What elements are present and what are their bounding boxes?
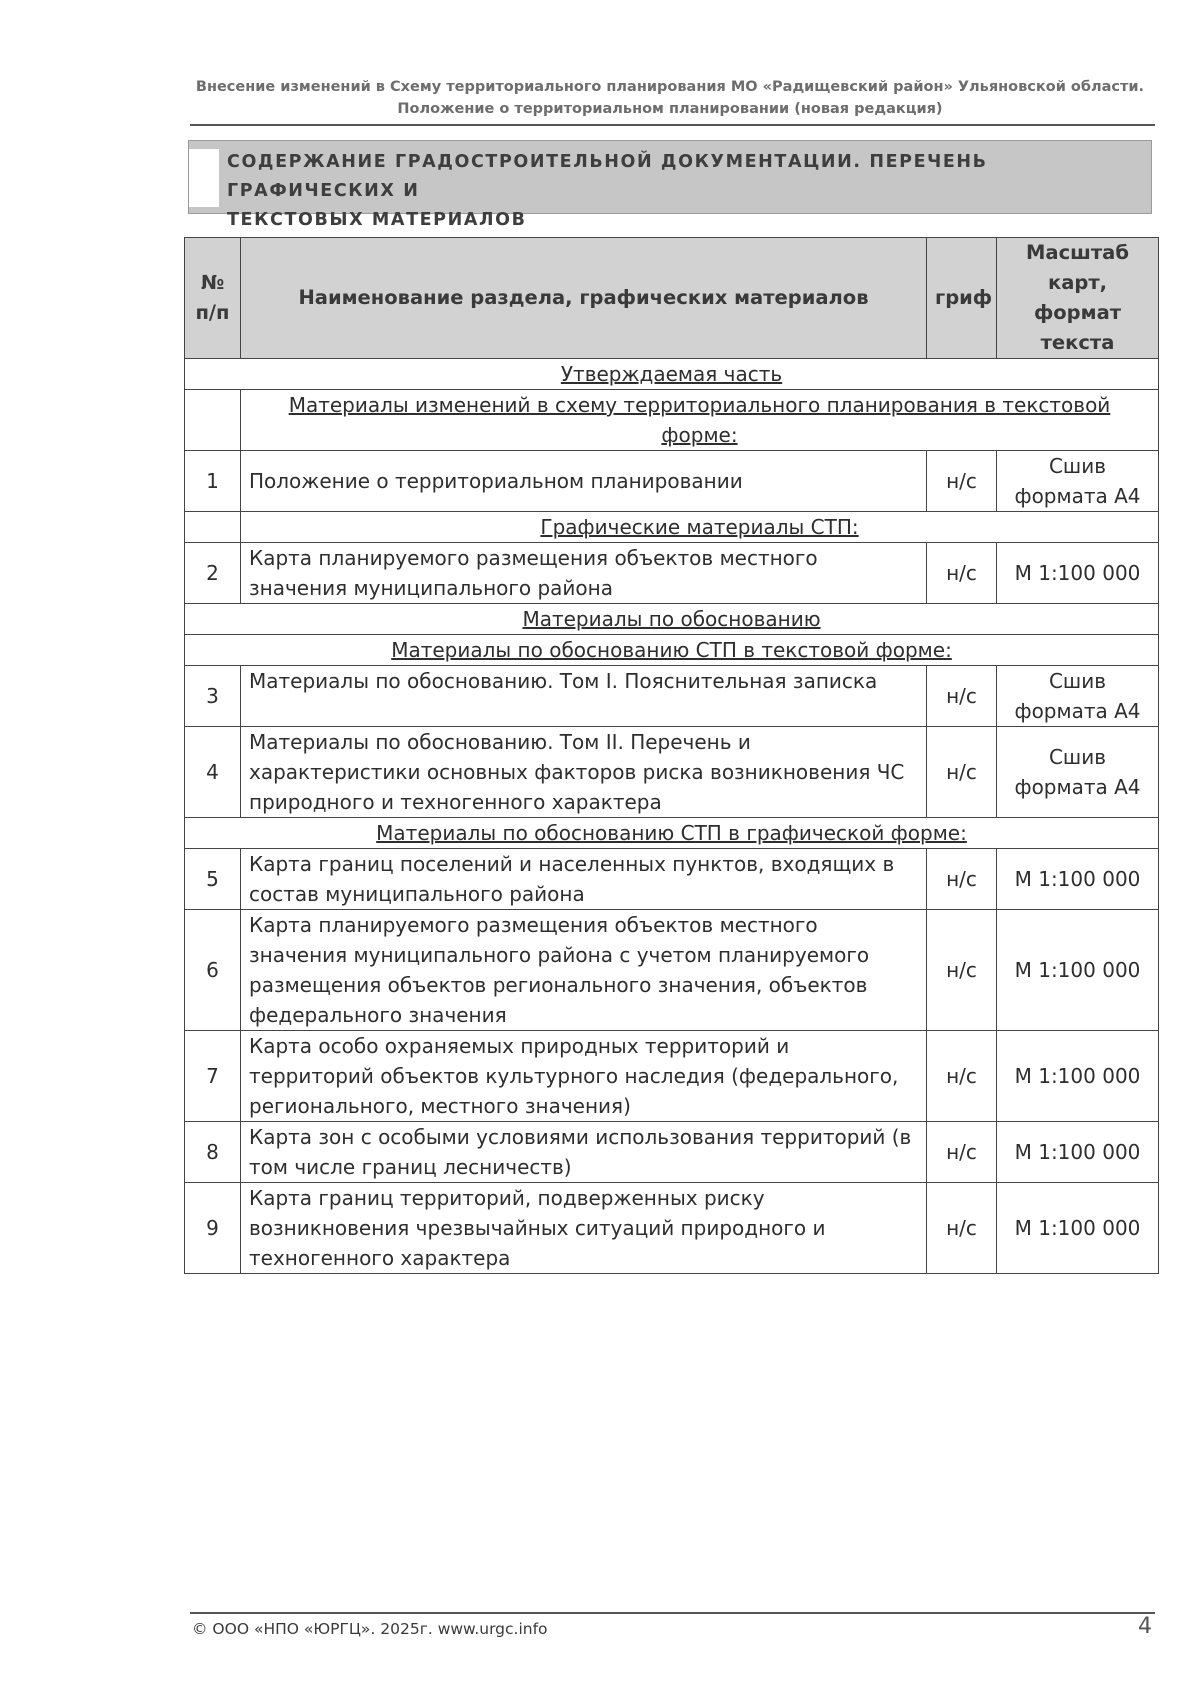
table-row bbox=[185, 849, 1159, 910]
subsection-justification-text: Материалы по обоснованию СТП в текстовой форме: bbox=[185, 635, 1159, 666]
row-num: 8 bbox=[185, 1122, 241, 1183]
subsection-row bbox=[185, 635, 1159, 666]
footer-rule bbox=[190, 1612, 1155, 1614]
row-stamp: н/с bbox=[927, 1031, 997, 1122]
table-row bbox=[185, 666, 1159, 727]
row-name: Материалы по обоснованию. Том II. Перечень и характеристики основных факторов риска возникновения ЧС природного и техногенного характера bbox=[241, 727, 927, 818]
section-justification: Материалы по обоснованию bbox=[185, 604, 1159, 635]
contents-table bbox=[184, 237, 1159, 1274]
row-scale: М 1:100 000 bbox=[997, 849, 1159, 910]
row-stamp: н/с bbox=[927, 451, 997, 512]
row-scale: Сшив формата А4 bbox=[997, 727, 1159, 818]
row-num: 7 bbox=[185, 1031, 241, 1122]
row-scale: М 1:100 000 bbox=[997, 1183, 1159, 1274]
table-row bbox=[185, 910, 1159, 1031]
section-row bbox=[185, 604, 1159, 635]
subsection-approved-text: Материалы изменений в схему территориального планирования в текстовой форме: bbox=[241, 390, 1159, 451]
row-num: 5 bbox=[185, 849, 241, 910]
page-number: 4 bbox=[1138, 1614, 1152, 1639]
row-name: Карта особо охраняемых природных территорий и территорий объектов культурного наследия (федерального, регионального, местного значения) bbox=[241, 1031, 927, 1122]
header-num: № п/п bbox=[185, 238, 241, 359]
table-header-row bbox=[185, 238, 1159, 359]
row-name: Положение о территориальном планировании bbox=[241, 451, 927, 512]
row-name: Материалы по обоснованию. Том I. Пояснительная записка bbox=[241, 666, 927, 727]
section-title-line-2: ТЕКСТОВЫХ МАТЕРИАЛОВ bbox=[227, 210, 527, 230]
section-row bbox=[185, 359, 1159, 390]
row-stamp: н/с bbox=[927, 849, 997, 910]
table-row bbox=[185, 1122, 1159, 1183]
row-num: 1 bbox=[185, 451, 241, 512]
table-row bbox=[185, 727, 1159, 818]
row-stamp: н/с bbox=[927, 1122, 997, 1183]
row-num: 3 bbox=[185, 666, 241, 727]
subsection-row bbox=[185, 512, 1159, 543]
subsection-row bbox=[185, 390, 1159, 451]
header-line-2: Положение о территориальном планировании (новая редакция) bbox=[397, 101, 943, 117]
row-num: 2 bbox=[185, 543, 241, 604]
row-stamp: н/с bbox=[927, 543, 997, 604]
section-title bbox=[227, 148, 1141, 235]
header-stamp: гриф bbox=[927, 238, 997, 359]
row-name: Карта зон с особыми условиями использования территорий (в том числе границ лесничеств) bbox=[241, 1122, 927, 1183]
row-name: Карта границ территорий, подверженных риску возникновения чрезвычайных ситуаций природного и техногенного характера bbox=[241, 1183, 927, 1274]
header-scale: Масштаб карт, формат текста bbox=[997, 238, 1159, 359]
row-num: 9 bbox=[185, 1183, 241, 1274]
row-num: 4 bbox=[185, 727, 241, 818]
subsection-row bbox=[185, 818, 1159, 849]
row-scale: Сшив формата А4 bbox=[997, 451, 1159, 512]
header-line-1: Внесение изменений в Схему территориального планирования МО «Радищевский район» Ульяновской области. bbox=[195, 79, 1145, 95]
section-approved: Утверждаемая часть bbox=[185, 359, 1159, 390]
row-scale: М 1:100 000 bbox=[997, 1122, 1159, 1183]
header-name: Наименование раздела, графических материалов bbox=[241, 238, 927, 359]
table-row bbox=[185, 1183, 1159, 1274]
page-header bbox=[190, 76, 1150, 120]
row-num: 6 bbox=[185, 910, 241, 1031]
row-stamp: н/с bbox=[927, 727, 997, 818]
row-stamp: н/с bbox=[927, 1183, 997, 1274]
subsection-approved-graphic: Графические материалы СТП: bbox=[241, 512, 1159, 543]
row-scale: Сшив формата А4 bbox=[997, 666, 1159, 727]
row-scale: М 1:100 000 bbox=[997, 1031, 1159, 1122]
row-name: Карта планируемого размещения объектов местного значения муниципального района bbox=[241, 543, 927, 604]
table-row bbox=[185, 1031, 1159, 1122]
section-title-line-1: СОДЕРЖАНИЕ ГРАДОСТРОИТЕЛЬНОЙ ДОКУМЕНТАЦИИ. ПЕРЕЧЕНЬ ГРАФИЧЕСКИХ И bbox=[227, 152, 988, 201]
table-row bbox=[185, 543, 1159, 604]
header-rule bbox=[190, 124, 1155, 126]
row-scale: М 1:100 000 bbox=[997, 543, 1159, 604]
row-stamp: н/с bbox=[927, 910, 997, 1031]
footer-copyright: © ООО «НПО «ЮРГЦ». 2025г. www.urgc.info bbox=[192, 1620, 548, 1638]
row-stamp: н/с bbox=[927, 666, 997, 727]
banner-marker bbox=[189, 149, 219, 207]
section-banner bbox=[188, 140, 1152, 230]
row-name: Карта планируемого размещения объектов местного значения муниципального района с учетом планируемого размещения объектов регионального значения, объектов федерального значения bbox=[241, 910, 927, 1031]
row-name: Карта границ поселений и населенных пунктов, входящих в состав муниципального района bbox=[241, 849, 927, 910]
subsection-justification-graphic: Материалы по обоснованию СТП в графической форме: bbox=[185, 818, 1159, 849]
row-scale: М 1:100 000 bbox=[997, 910, 1159, 1031]
table-row bbox=[185, 451, 1159, 512]
